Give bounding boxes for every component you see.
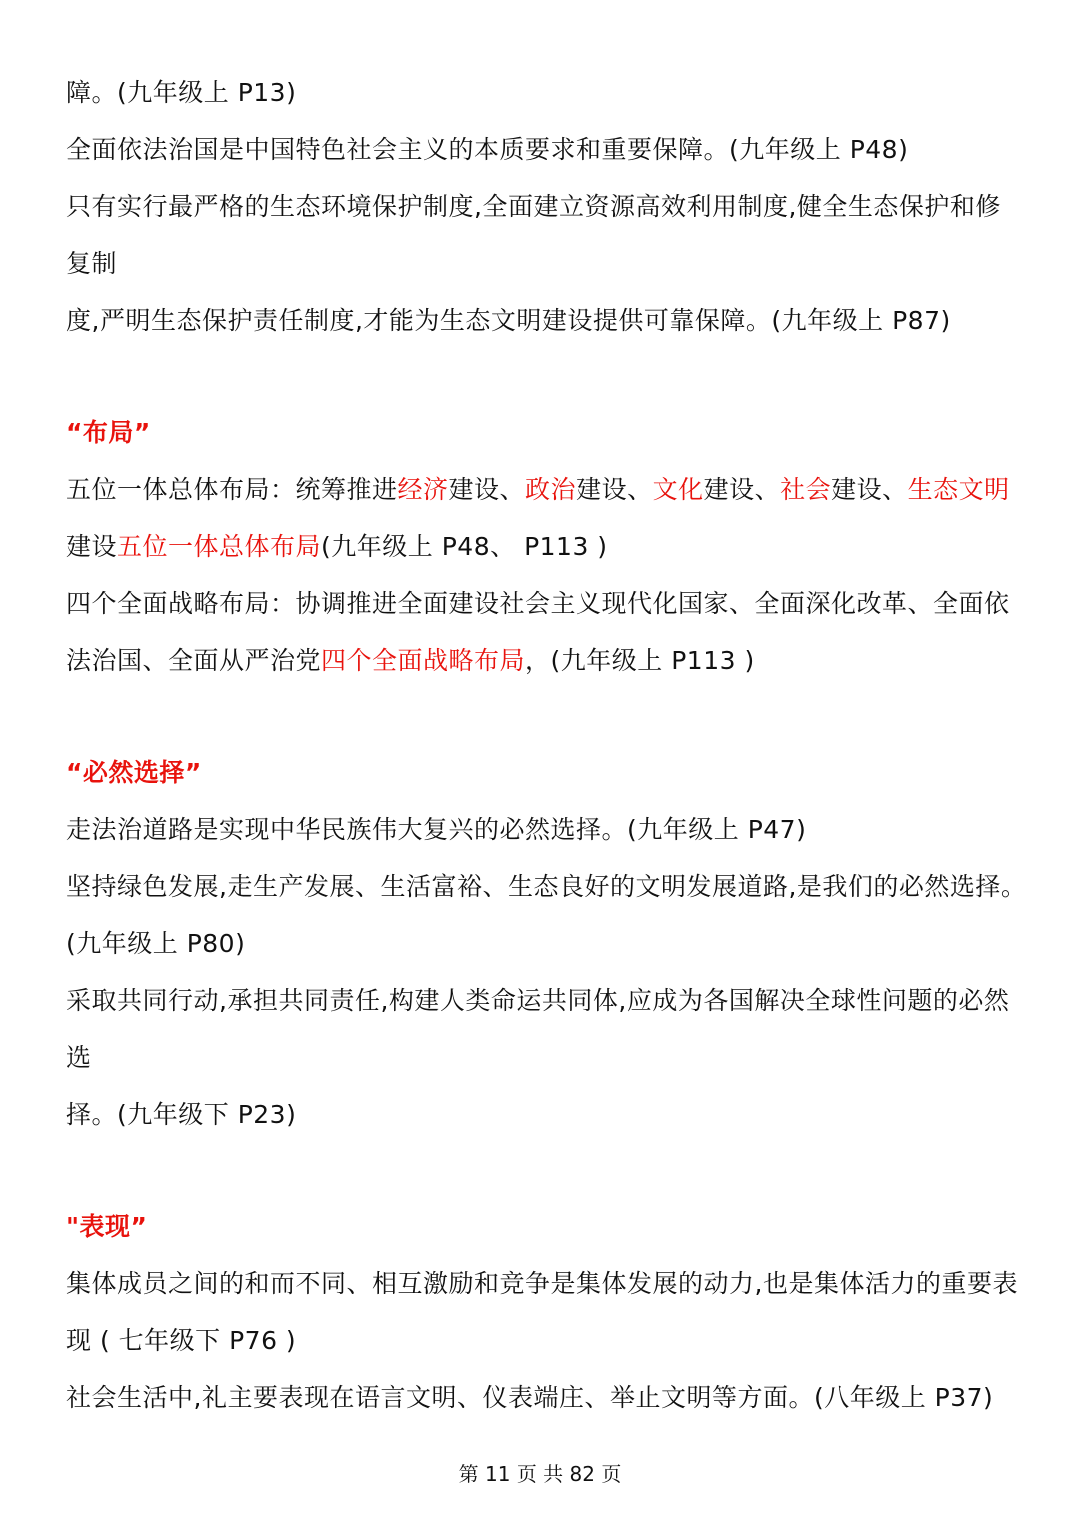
text-segment: 采取共同行动,承担共同责任,构建人类命运共同体,应成为各国解决全球性问题的必然 (66, 986, 1010, 1015)
text-segment: 五位一体总体布局：统筹推进 (66, 475, 398, 504)
text-line (66, 530, 1020, 564)
section-heading (66, 1210, 1020, 1244)
text-segment: 现 ( 七年级下 P76 ) (66, 1326, 297, 1355)
text-line (66, 473, 1020, 507)
text-segment: 法治国、全面从严治党 (66, 646, 322, 675)
highlight-text: 文化 (652, 475, 704, 504)
section-heading (66, 416, 1020, 450)
text-line (66, 870, 1027, 904)
text-segment: "表现” (66, 1212, 148, 1241)
highlight-text: 四个全面战略布局 (321, 646, 526, 675)
text-segment: 集体成员之间的和而不同、相互激励和竞争是集体发展的动力,也是集体活力的重要表 (66, 1269, 1018, 1298)
text-line (66, 1098, 1020, 1132)
text-segment: 障。(九年级上 P13) (66, 78, 297, 107)
text-line (66, 927, 1020, 961)
highlight-text: 政治 (525, 475, 577, 504)
text-line (66, 587, 1020, 621)
text-segment: 择。(九年级下 P23) (66, 1100, 297, 1129)
text-line (66, 304, 1020, 338)
text-segment: 社会生活中,礼主要表现在语言文明、仪表端庄、举止文明等方面。(八年级上 P37) (66, 1383, 994, 1412)
text-segment: 建设 (66, 532, 118, 561)
text-segment: 四个全面战略布局：协调推进全面建设社会主义现代化国家、全面深化改革、全面依 (66, 589, 1010, 618)
text-segment: 全面依法治国是中国特色社会主义的本质要求和重要保障。(九年级上 P48) (66, 135, 909, 164)
section-heading (66, 756, 1020, 790)
highlight-text: 生态文明 (907, 475, 1010, 504)
text-segment: “必然选择” (66, 758, 202, 787)
text-segment: “布局” (66, 418, 151, 447)
text-line (66, 133, 1020, 167)
text-segment: 复制 (66, 249, 118, 278)
text-line (66, 984, 1020, 1018)
text-line (66, 1324, 1020, 1358)
text-segment: 坚持绿色发展,走生产发展、生活富裕、生态良好的文明发展道路,是我们的必然选择。 (66, 872, 1027, 901)
text-segment: (九年级上 P80) (66, 929, 246, 958)
text-line (66, 190, 1020, 224)
highlight-text: 五位一体总体布局 (117, 532, 322, 561)
text-segment: (九年级上 P48、 P113 ) (321, 532, 608, 561)
text-segment: 建设、 (576, 475, 653, 504)
text-segment: ，(九年级上 P113 ) (525, 646, 755, 675)
text-segment: 选 (66, 1043, 92, 1072)
text-line (66, 1381, 1020, 1415)
text-segment: 走法治道路是实现中华民族伟大复兴的必然选择。(九年级上 P47) (66, 815, 807, 844)
text-segment: 建设、 (448, 475, 526, 504)
highlight-text: 社会 (780, 475, 832, 504)
text-line (66, 644, 1020, 678)
text-line (66, 1041, 1020, 1075)
text-line (66, 1267, 1020, 1301)
text-segment: 只有实行最严格的生态环境保护制度,全面建立资源高效利用制度,健全生态保护和修 (66, 192, 1001, 221)
highlight-text: 经济 (397, 475, 449, 504)
text-line (66, 247, 1020, 281)
text-segment: 建设、 (703, 475, 781, 504)
text-segment: 度,严明生态保护责任制度,才能为生态文明建设提供可靠保障。(九年级上 P87) (66, 306, 951, 335)
text-segment: 建设、 (831, 475, 908, 504)
text-line (66, 813, 1020, 847)
page-footer: 第 11 页 共 82 页 (458, 1462, 622, 1486)
text-line (66, 76, 1020, 110)
